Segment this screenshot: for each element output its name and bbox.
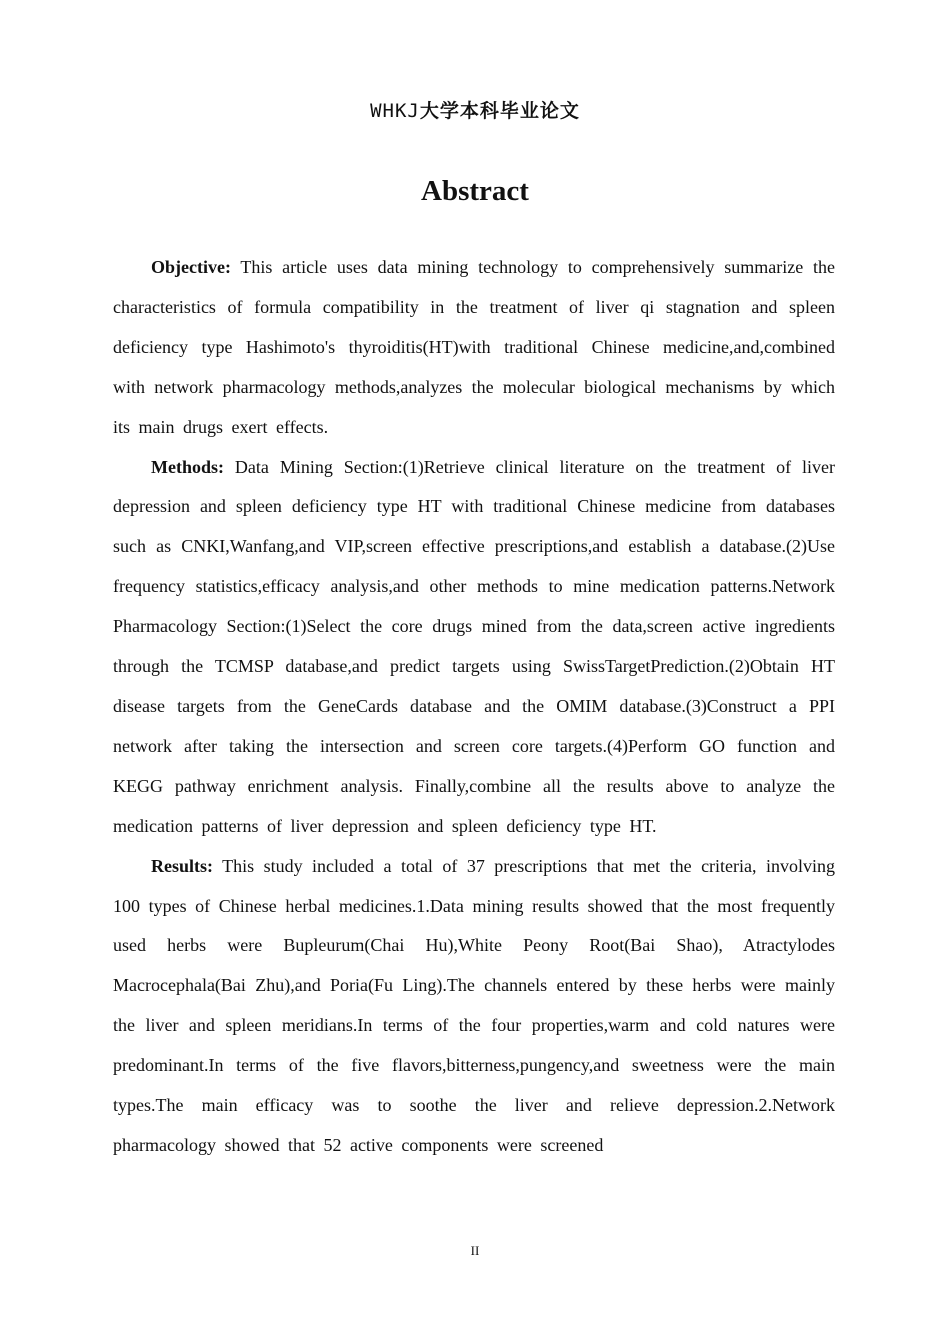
results-text: This study included a total of 37 prescriptions that met the criteria, involving 100 types of Chinese herbal medicines.1.Data mining results showed that the most frequently used herbs were Bupleurum(Chai Hu),White Peony Root(Bai Shao), Atractylodes Macrocephala(Bai Zhu),and Poria(Fu Ling).The channels entered by these herbs were mainly the liver and spleen meridians.In terms of the four properties,warm and cold natures were predominant.In terms of the five flavors,bitterness,pungency,and sweetness were the main types.The main efficacy was to soothe the liver and relieve depression.2.Network pharmacology showed that 52 active components were screened bbox=[113, 855, 835, 1155]
results-paragraph bbox=[113, 847, 835, 1166]
abstract-body bbox=[113, 248, 835, 1166]
results-label: Results: bbox=[151, 855, 213, 876]
objective-paragraph bbox=[113, 248, 835, 448]
objective-text: This article uses data mining technology to comprehensively summarize the characteristics of formula compatibility in the treatment of liver qi stagnation and spleen deficiency type Hashimoto's thyroiditis(HT)with traditional Chinese medicine,and,combined with network pharmacology methods,analyzes the molecular biological mechanisms by which its main drugs exert effects. bbox=[113, 257, 835, 437]
header-university-code: WHKJ bbox=[370, 100, 420, 122]
running-header bbox=[0, 96, 950, 123]
page-number: II bbox=[470, 1243, 480, 1258]
header-thesis-label: 大学本科毕业论文 bbox=[419, 100, 580, 122]
page-title: Abstract bbox=[421, 175, 529, 207]
methods-label: Methods: bbox=[151, 456, 224, 477]
methods-text: Data Mining Section:(1)Retrieve clinical literature on the treatment of liver depression and spleen deficiency type HT with traditional Chinese medicine from databases such as CNKI,Wanfang,and VIP,screen effective prescriptions,and establish a database.(2)Use frequency statistics,efficacy analysis,and other methods to mine medication patterns.Network Pharmacology Section:(1)Select the core drugs mined from the data,screen active ingredients through the TCMSP database,and predict targets using SwissTargetPrediction.(2)Obtain HT disease targets from the GeneCards database and the OMIM database.(3)Construct a PPI network after taking the intersection and screen core targets.(4)Perform GO function and KEGG pathway enrichment analysis. Finally,combine all the results above to analyze the medication patterns of liver depression and spleen deficiency type HT. bbox=[113, 456, 835, 836]
objective-label: Objective: bbox=[151, 257, 231, 277]
methods-paragraph bbox=[113, 448, 835, 847]
